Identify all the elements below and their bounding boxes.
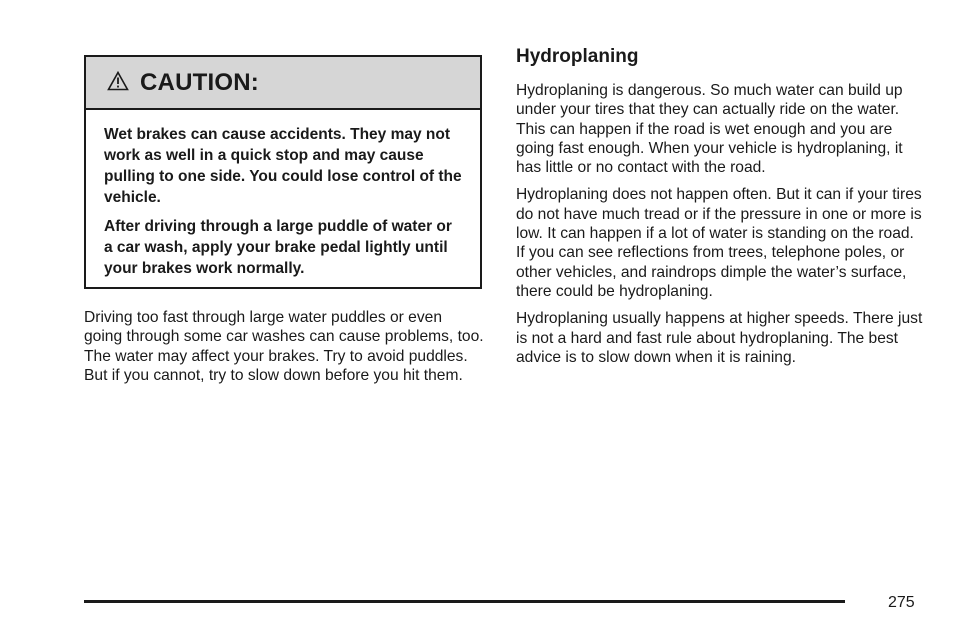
caution-title: CAUTION:: [140, 68, 259, 96]
body-paragraph: Hydroplaning usually happens at higher speeds. There just is not a hard and fast rule about hydroplaning. The best advice is to slow down when it is raining.: [516, 310, 923, 366]
section-heading: Hydroplaning: [516, 46, 639, 67]
caution-box: [84, 55, 482, 289]
body-paragraph: Hydroplaning does not happen often. But it can if your tires do not have much tread or if the pressure in one or more is low. It can happen if a lot of water is standing on the road. If you can see reflections from trees, telephone poles, or other vehicles, and raindrops dimple the water’s surface, there could be hydroplaning.: [516, 186, 922, 300]
caution-paragraph: After driving through a large puddle of water or a car wash, apply your brake pedal lightly until your brakes work normally.: [104, 218, 452, 277]
caution-header: [86, 57, 480, 110]
body-paragraph: Hydroplaning is dangerous. So much water can build up under your tires that they can actually ride on the water. This can happen if the road is wet enough and you are going fast enough. When your vehicle is hydroplaning, it has little or no contact with the road.: [516, 82, 903, 177]
body-paragraph: Driving too fast through large water puddles or even going through some car washes can cause problems, too. The water may affect your brakes. Try to avoid puddles. But if you cannot, try to slow down before you hit them.: [84, 309, 484, 385]
caution-paragraph: Wet brakes can cause accidents. They may not work as well in a quick stop and may cause pulling to one side. You could lose control of the vehicle.: [104, 126, 462, 206]
right-column: [516, 45, 926, 375]
warning-triangle-icon: [107, 71, 129, 91]
page-number: 275: [888, 594, 915, 611]
footer-rule: [84, 600, 845, 603]
caution-body: [86, 110, 480, 279]
